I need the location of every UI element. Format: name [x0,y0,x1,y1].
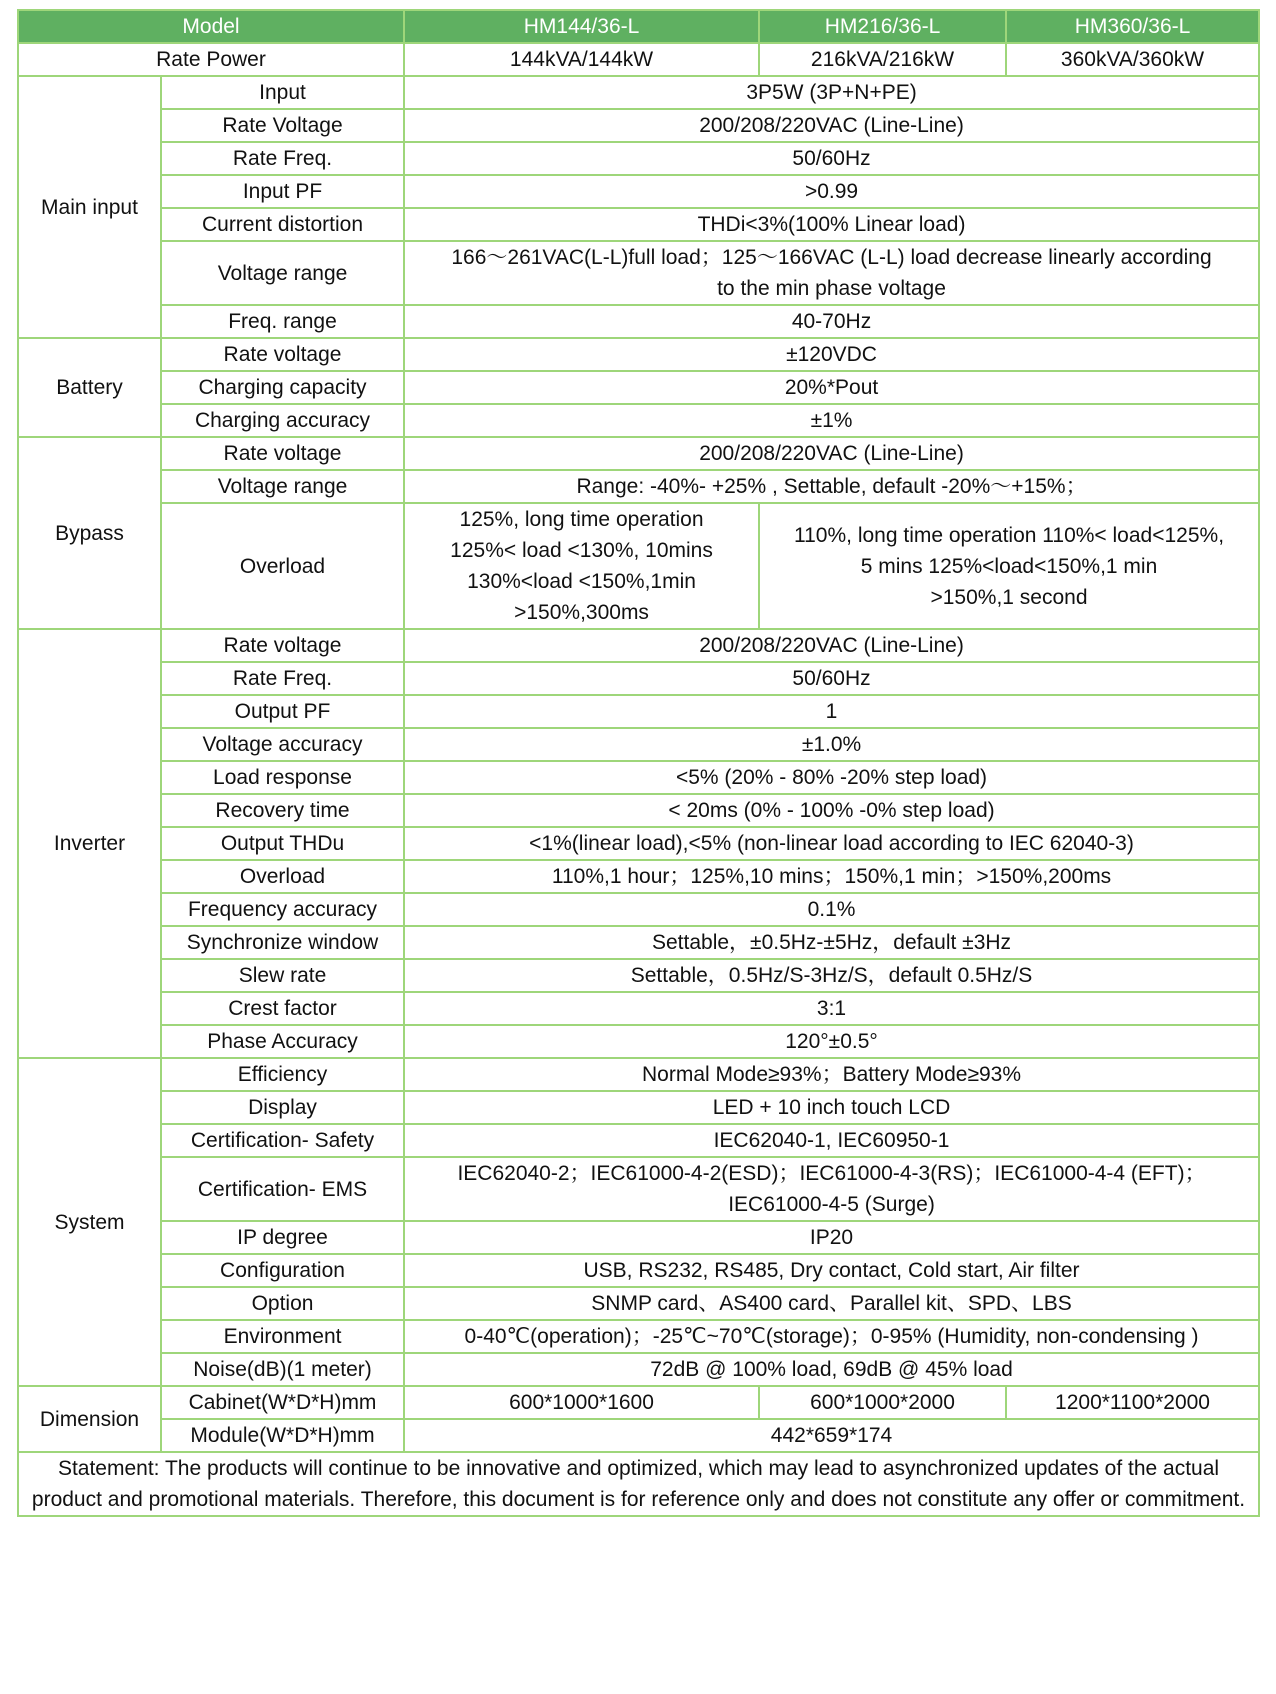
row-value: 3P5W (3P+N+PE) [404,76,1259,109]
cabinet-hm144: 600*1000*1600 [404,1386,759,1419]
table-row [18,1091,1259,1124]
row-value: LED + 10 inch touch LCD [404,1091,1259,1124]
value-line: IEC62040-2；IEC61000-4-2(ESD)；IEC61000-4-3(RS)；IEC61000-4-4 (EFT)； [457,1162,1206,1185]
statement-text: Statement: The products will continue to be innovative and optimized, which may lead to asynchronized updates of the actual product and promotional materials. Therefore, this document is for reference only and does not constitute any offer or commitment. [18,1452,1259,1516]
row-label: Rate voltage [161,338,404,371]
row-label: Display [161,1091,404,1124]
row-label: Cabinet(W*D*H)mm [161,1386,404,1419]
row-label: IP degree [161,1221,404,1254]
category-dimension: Dimension [18,1386,161,1452]
row-value: 120°±0.5° [404,1025,1259,1058]
table-row [18,728,1259,761]
row-label: Current distortion [161,208,404,241]
row-label: Synchronize window [161,926,404,959]
row-label: Option [161,1287,404,1320]
table-row [18,109,1259,142]
table-row [18,1320,1259,1353]
table-row [18,305,1259,338]
table-row [18,827,1259,860]
spec-table [17,9,1260,1517]
table-row [18,437,1259,470]
row-value: Settable，±0.5Hz-±5Hz，default ±3Hz [404,926,1259,959]
cabinet-hm216: 600*1000*2000 [759,1386,1006,1419]
table-row [18,662,1259,695]
table-row [18,1221,1259,1254]
value-line: 130%<load <150%,1min [467,570,696,593]
row-label: Configuration [161,1254,404,1287]
row-label: Overload [161,860,404,893]
value-line: >150%,1 second [930,585,1088,609]
row-value: 20%*Pout [404,371,1259,404]
table-row [18,241,1259,305]
table-row [18,470,1259,503]
table-row [18,1058,1259,1091]
row-value: 200/208/220VAC (Line-Line) [404,629,1259,662]
row-value: 0.1% [404,893,1259,926]
table-row [18,1386,1259,1419]
row-label: Recovery time [161,794,404,827]
value-line: IEC61000-4-5 (Surge) [728,1193,935,1216]
row-label: Input [161,76,404,109]
model-hm144: HM144/36-L [404,10,759,43]
row-label: Rate Voltage [161,109,404,142]
row-value: 0-40℃(operation)；-25℃~70℃(storage)；0-95% (Humidity, non-condensing ) [404,1320,1259,1353]
row-label: Rate voltage [161,629,404,662]
table-row [18,1157,1259,1221]
row-value: <1%(linear load),<5% (non-linear load according to IEC 62040-3) [404,827,1259,860]
value-line: to the min phase voltage [717,277,946,300]
table-row [18,695,1259,728]
row-label: Module(W*D*H)mm [161,1419,404,1452]
row-label: Voltage accuracy [161,728,404,761]
bypass-overload-hm216-hm360 [759,503,1259,629]
row-value: 3:1 [404,992,1259,1025]
row-label: Freq. range [161,305,404,338]
row-value: >0.99 [404,175,1259,208]
row-label: Voltage range [161,470,404,503]
statement-row [18,1452,1259,1516]
row-value: <5% (20% - 80% -20% step load) [404,761,1259,794]
table-row [18,338,1259,371]
table-row [18,175,1259,208]
row-value: 40-70Hz [404,305,1259,338]
table-header-row [18,10,1259,43]
table-row [18,1419,1259,1452]
row-value: 50/60Hz [404,662,1259,695]
row-value: IP20 [404,1221,1259,1254]
model-hm360: HM360/36-L [1006,10,1259,43]
category-main-input: Main input [18,76,161,338]
table-row [18,503,1259,629]
row-label: Rate Freq. [161,142,404,175]
row-value: 200/208/220VAC (Line-Line) [404,109,1259,142]
row-label: Output THDu [161,827,404,860]
row-value: Normal Mode≥93%；Battery Mode≥93% [404,1058,1259,1091]
row-label: Charging accuracy [161,404,404,437]
row-value: 442*659*174 [404,1419,1259,1452]
row-value: 110%,1 hour；125%,10 mins；150%,1 min；>150%,200ms [404,860,1259,893]
category-battery: Battery [18,338,161,437]
rate-power-hm144: 144kVA/144kW [404,43,759,76]
row-label: Overload [161,503,404,629]
table-row [18,1353,1259,1386]
row-value: Range: -40%- +25% , Settable, default -20%～+15%； [404,470,1259,503]
model-header: Model [18,10,404,43]
row-label: Phase Accuracy [161,1025,404,1058]
table-row [18,404,1259,437]
value-line: 166～261VAC(L-L)full load；125～166VAC (L-L) load decrease linearly according [451,246,1212,269]
table-row [18,1124,1259,1157]
rate-power-hm216: 216kVA/216kW [759,43,1006,76]
row-label: Rate voltage [161,437,404,470]
row-label: Efficiency [161,1058,404,1091]
row-value [404,241,1259,305]
table-row [18,1025,1259,1058]
row-value: THDi<3%(100% Linear load) [404,208,1259,241]
row-label: Charging capacity [161,371,404,404]
table-row [18,76,1259,109]
model-hm216: HM216/36-L [759,10,1006,43]
row-value: 50/60Hz [404,142,1259,175]
table-row [18,208,1259,241]
row-value: Settable，0.5Hz/S-3Hz/S，default 0.5Hz/S [404,959,1259,992]
value-line: 5 mins 125%<load<150%,1 min [860,554,1158,578]
value-line: >150%,300ms [514,601,649,624]
table-row [18,959,1259,992]
row-label: Rate Freq. [161,662,404,695]
rate-power-label: Rate Power [18,43,404,76]
row-label: Certification- EMS [161,1157,404,1221]
row-value: USB, RS232, RS485, Dry contact, Cold start, Air filter [404,1254,1259,1287]
row-label: Load response [161,761,404,794]
row-label: Slew rate [161,959,404,992]
row-value: < 20ms (0% - 100% -0% step load) [404,794,1259,827]
table-row [18,1254,1259,1287]
table-row [18,43,1259,76]
row-label: Input PF [161,175,404,208]
category-bypass: Bypass [18,437,161,629]
row-label: Certification- Safety [161,1124,404,1157]
row-value: IEC62040-1, IEC60950-1 [404,1124,1259,1157]
row-value: 72dB @ 100% load, 69dB @ 45% load [404,1353,1259,1386]
row-value: ±1.0% [404,728,1259,761]
row-label: Frequency accuracy [161,893,404,926]
row-label: Environment [161,1320,404,1353]
row-value: ±120VDC [404,338,1259,371]
row-value: 200/208/220VAC (Line-Line) [404,437,1259,470]
category-inverter: Inverter [18,629,161,1058]
cabinet-hm360: 1200*1100*2000 [1006,1386,1259,1419]
table-row [18,926,1259,959]
row-value: SNMP card、AS400 card、Parallel kit、SPD、LBS [404,1287,1259,1320]
table-row [18,860,1259,893]
table-row [18,629,1259,662]
table-row [18,794,1259,827]
table-row [18,992,1259,1025]
row-label: Noise(dB)(1 meter) [161,1353,404,1386]
table-row [18,1287,1259,1320]
category-system: System [18,1058,161,1386]
row-value: ±1% [404,404,1259,437]
row-value [404,1157,1259,1221]
row-label: Crest factor [161,992,404,1025]
value-line: 125%, long time operation [459,508,704,531]
table-row [18,761,1259,794]
row-value: 1 [404,695,1259,728]
row-label: Voltage range [161,241,404,305]
table-row [18,142,1259,175]
rate-power-hm360: 360kVA/360kW [1006,43,1259,76]
row-label: Output PF [161,695,404,728]
bypass-overload-hm144 [404,503,759,629]
value-line: 125%< load <130%, 10mins [450,539,713,562]
table-row [18,371,1259,404]
value-line: 110%, long time operation 110%< load<125%, [794,523,1225,547]
table-row [18,893,1259,926]
